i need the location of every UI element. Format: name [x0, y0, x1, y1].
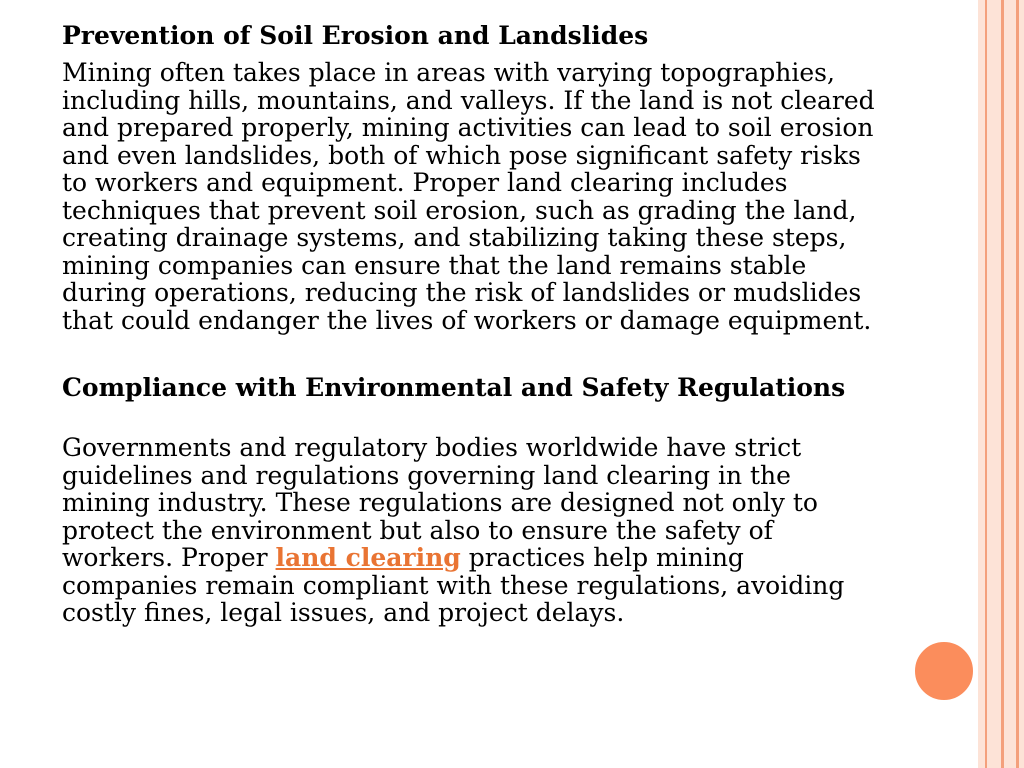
land-clearing-link[interactable]: land clearing: [275, 543, 461, 572]
border-stripe: [1001, 0, 1004, 768]
section-paragraph-compliance: [62, 434, 882, 627]
border-stripe: [985, 0, 987, 768]
section-heading-soil-erosion: Prevention of Soil Erosion and Landslides: [62, 21, 649, 50]
section-paragraph-soil-erosion: Mining often takes place in areas with varying topographies, including hills, mountains, and valleys. If the land is not cleared and prepared properly, mining activities can lead to soil erosion and even landslides, both of which pose significant safety risks to workers and equipment. Proper land clearing includes techniques that prevent soil erosion, such as grading the land, creating drainage systems, and stabilizing taking these steps, mining companies can ensure that the land remains stable during operations, reducing the risk of landslides or mudslides that could endanger the lives of workers or damage equipment.: [62, 58, 875, 335]
decorative-circle: [913, 640, 975, 702]
paragraph-text-before-link: Governments and regulatory bodies worldwide have strict guidelines and regulations governing land clearing in the mining industry. These regulations are designed not only to protect the environment but also to ensure the safety of workers. Proper: [62, 433, 818, 572]
border-stripe: [1016, 0, 1019, 768]
slide-content: [62, 22, 882, 627]
section-heading-compliance: Compliance with Environmental and Safety Regulations: [62, 373, 846, 402]
paragraph-text-after-link: practices help mining companies remain compliant with these regulations, avoiding costly fines, legal issues, and project delays.: [62, 543, 845, 627]
